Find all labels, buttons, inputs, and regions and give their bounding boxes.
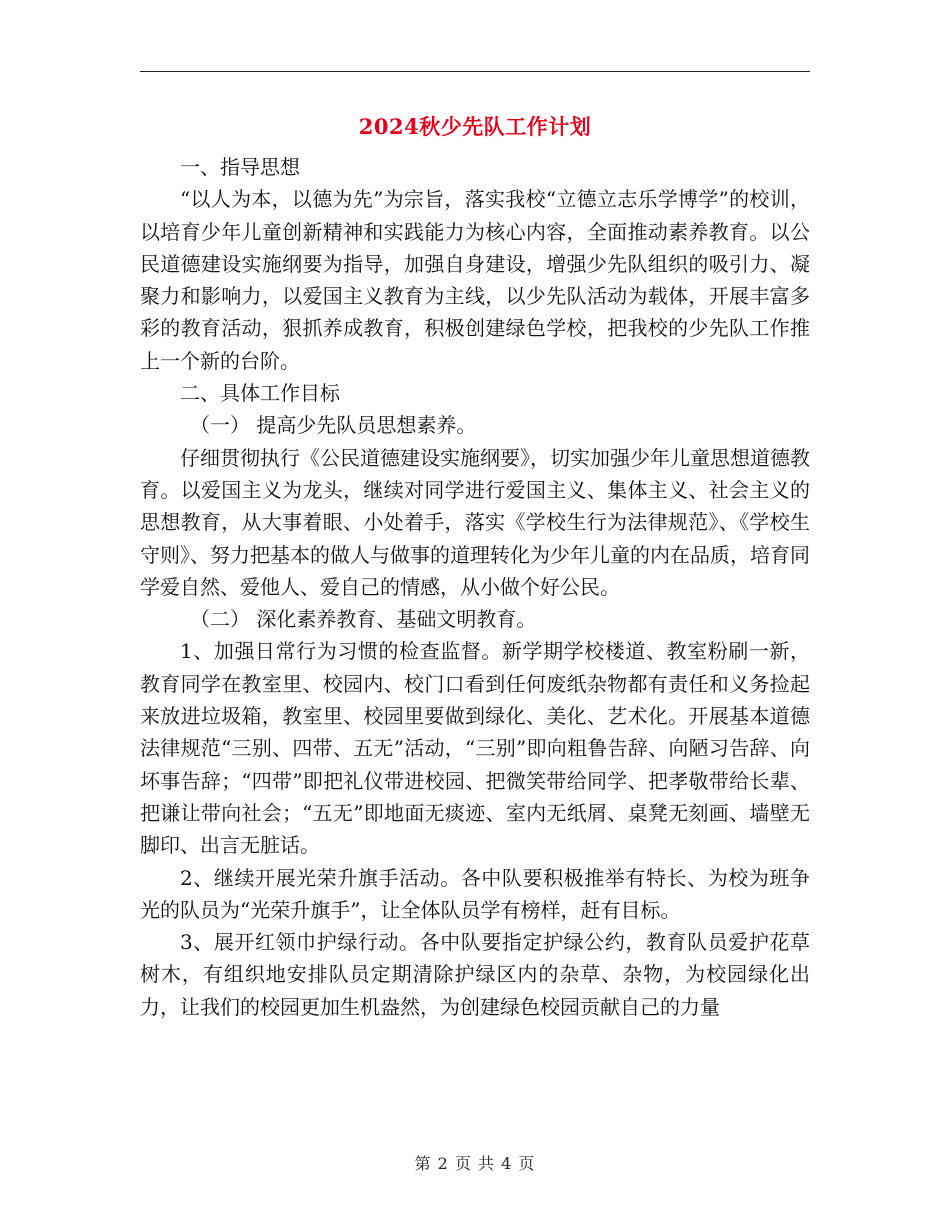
subheading-thought-quality: （一） 提高少先队员思想素养。	[190, 413, 477, 438]
paragraph-guiding-ideology: “以人为本，以德为先”为宗旨，落实我校“立德立志乐学博学”的校训，以培育少年儿童创新精神和实践能力为核心内容，全面推动素养教育。以公民道德建设实施纲要为指导，加强自身建设，增强少先队组织的吸引力、凝聚力和影响力，以爱国主义教育为主线，以少先队活动为载体，开展丰富多彩的教育活动，狠抓养成教育，积极创建绿色学校，把我校的少先队工作推上一个新的台阶。	[140, 187, 810, 373]
header-rule	[140, 71, 810, 72]
document-title: 2024秋少先队工作计划	[358, 114, 592, 139]
paragraph-habit-supervision: 1、加强日常行为习惯的检查监督。新学期学校楼道、教室粉刷一新，教育同学在教室里、校园内、校门口看到任何废纸杂物都有责任和义务捡起来放进垃圾箱，教室里、校园里要做到绿化、美化、艺术化。开展基本道德法律规范“三别、四带、五无”活动，“三别”即向粗鲁告辞、向陋习告辞、向坏事告辞；“四带”即把礼仪带进校园、把微笑带给同学、把孝敬带给长辈、把谦让带向社会；“五无”即地面无痰迹、室内无纸屑、桌凳无刻画、墙壁无脚印、出言无脏话。	[140, 639, 810, 858]
document-body	[140, 151, 810, 1023]
paragraph-thought-quality: 仔细贯彻执行《公民道德建设实施纲要》，切实加强少年儿童思想道德教育。以爱国主义为龙头，继续对同学进行爱国主义、集体主义、社会主义的思想教育，从大事着眼、小处着手，落实《学校生行为法律规范》、《学校生守则》、努力把基本的做人与做事的道理转化为少年儿童的内在品质，培育同学爱自然、爱他人、爱自己的情感，从小做个好公民。	[140, 445, 810, 599]
paragraph-flag-raiser: 2、继续开展光荣升旗手活动。各中队要积极推举有特长、为校为班争光的队员为“光荣升旗手”，让全体队员学有榜样，赶有目标。	[140, 865, 810, 922]
section-heading-guiding-ideology: 一、指导思想	[180, 155, 300, 179]
subheading-civility-education: （二） 深化素养教育、基础文明教育。	[190, 607, 537, 632]
page-number: 第 2 页 共 4 页	[414, 1154, 536, 1173]
paragraph-green-protection: 3、展开红领巾护绿行动。各中队要指定护绿公约，教育队员爱护花草树木，有组织地安排队员定期清除护绿区内的杂草、杂物，为校园绿化出力，让我们的校园更加生机盎然，为创建绿色校园贡献自己的力量	[140, 930, 810, 1019]
section-heading-work-goals: 二、具体工作目标	[180, 381, 340, 406]
